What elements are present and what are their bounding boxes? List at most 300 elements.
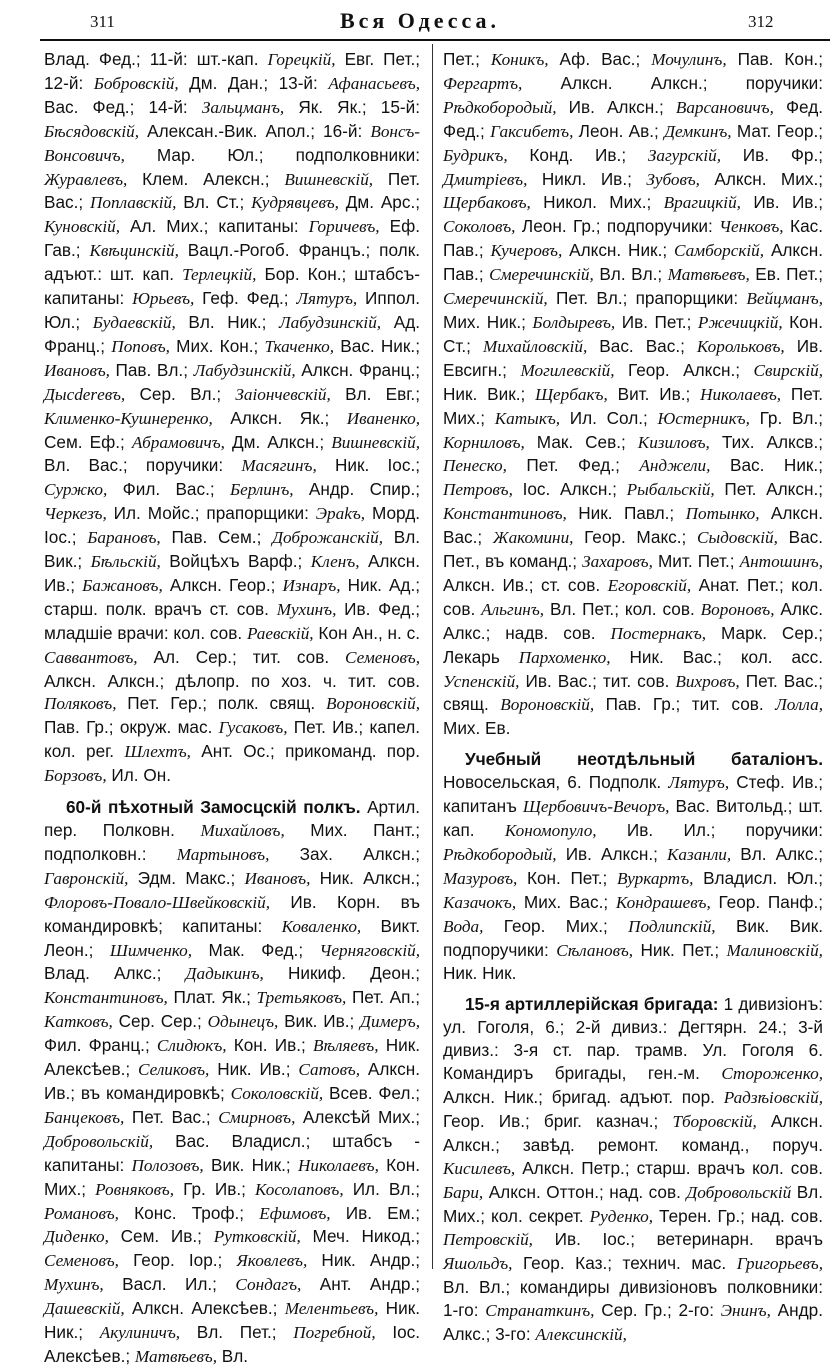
entry-text: Ал. Мих.; капитаны: (120, 216, 309, 237)
person-surname: Изнаръ, (282, 575, 341, 595)
person-surname: Бажановъ, (82, 575, 163, 595)
person-surname: Михайловъ, (200, 821, 285, 840)
person-surname: Яшольдъ, (443, 1254, 513, 1274)
entry-text: Терен. Гр.; над. сов. (653, 1205, 824, 1226)
entry-text: Іос. Алексѣев.; (44, 1322, 421, 1366)
entry-text: Сем. Еф.; (44, 431, 132, 452)
person-surname: Коникъ, (490, 50, 549, 69)
section-heading: 60-й пѣхотный Замосцскій полкъ. (66, 797, 361, 818)
entry-text: Вас. Витольд.; шт. кап. (443, 796, 823, 840)
person-surname: Егоровскій, (607, 575, 692, 595)
person-surname: Мухинъ, (276, 599, 337, 619)
entry-text: Ник. Вик.; (443, 383, 536, 404)
entry-text: Вл. Вл.; (593, 264, 668, 285)
person-surname: Самборскій, (673, 241, 765, 261)
person-surname: Дысderевъ, (44, 384, 126, 404)
person-surname: Альгинъ, (481, 599, 545, 619)
person-surname: Мочулинъ, (651, 50, 727, 69)
person-surname: Афанасьевъ, (328, 73, 420, 93)
person-surname: Катыкъ, (494, 408, 561, 428)
entry-text: Пав. Кон.; (726, 49, 823, 69)
entry-text: Ев. Пет.; (749, 264, 824, 285)
person-surname: Щербаковъ, (443, 193, 531, 213)
entry-text: Ив. Фед.; младшіе врачи: кол. сов. (44, 598, 421, 643)
entry-text: Сем. Ив.; (108, 1226, 214, 1247)
person-surname: Ивановъ, (244, 868, 311, 888)
entry-text: Мих. Вас.; (516, 891, 616, 912)
entry-text: Пет. Гер.; полк. свящ. (116, 693, 327, 714)
entry-text: Ник. Пет.; (633, 939, 727, 960)
person-surname: Саввантовъ, (44, 647, 138, 667)
entry-text: Ив. Іос.; ветеринарн. врачъ (532, 1229, 823, 1250)
entry-text: Ник. Ад.; старш. полк. врачъ ст. сов. (44, 574, 421, 619)
person-surname: Постернакъ, (610, 623, 707, 643)
entry-text: Зах. Алксн.; (269, 843, 420, 864)
person-surname: Вишневскій, (331, 432, 420, 452)
entry-paragraph (44, 796, 420, 1369)
entry-text: Новосельская, 6. Подполк. (443, 772, 669, 793)
entry-text: Эдм. Макс.; (128, 867, 245, 888)
entry-text: Геор. Макс.; (573, 527, 697, 548)
entry-text: Плат. Як.; (167, 987, 257, 1008)
person-surname: Банцековъ, (44, 1107, 125, 1127)
entry-text: Алксн. Ив.; ст. сов. (443, 574, 608, 595)
entry-text: Вик. Ник.; (203, 1154, 298, 1175)
entry-text: Кон. Ив.; (226, 1035, 313, 1056)
person-surname: Вода, (443, 916, 484, 936)
entry-text: Ив. Алксн.; (556, 96, 676, 117)
entry-text: Геор. Каз.; технич. мас. (512, 1253, 737, 1274)
entry-text: Сер. Гр.; 2-го: (594, 1300, 721, 1321)
entry-text: Вл. Евг.; (330, 383, 420, 404)
entry-text: Алксн. Алексѣев.; (124, 1298, 285, 1319)
entry-text: Алксн. Алксн.; дѣлопр. по хоз. ч. тит. сов. (44, 670, 420, 691)
entry-text: Фед. Фед.; (443, 96, 823, 141)
entry-text: Анат. Пет.; кол. сов. (443, 574, 823, 619)
entry-text: Ник. Павл.; (566, 503, 686, 524)
entry-text: Ив. Ил.; поручики: (596, 820, 823, 840)
person-surname: Суржко, (44, 480, 108, 500)
person-surname: Вороновскій, (326, 694, 420, 714)
entry-text: Пет. Вас.; (44, 168, 420, 213)
entry-text: Войцѣхъ Варф.; (160, 551, 311, 572)
person-surname: Матвѣевъ, (667, 265, 750, 285)
page-number-left: 311 (90, 12, 115, 31)
entry-text: Ив. Вас.; тит. сов. (519, 670, 676, 691)
person-surname: Казанли, (666, 844, 732, 864)
entry-text: Вл. Вик.; (44, 527, 420, 572)
entry-text: Никол. Мих.; (530, 192, 664, 213)
person-surname: Сондагъ, (235, 1275, 302, 1295)
person-surname: Зубовъ, (646, 169, 700, 189)
person-surname: Потынко, (685, 504, 760, 524)
person-surname: Константиновъ, (44, 988, 168, 1008)
person-surname: Поповъ, (111, 336, 170, 356)
person-surname: Акулиничъ, (99, 1323, 181, 1343)
person-surname: Радзѣіовскій, (723, 1087, 823, 1107)
person-surname: Ткаченко, (264, 336, 335, 356)
entry-text: Алкс. Алкс.; надв. сов. (443, 598, 823, 643)
person-surname: Могилевскій, (520, 360, 615, 380)
person-surname: Катковъ, (44, 1012, 113, 1032)
entry-text: Алксн. Оттон.; над. сов. (483, 1181, 687, 1202)
person-surname: Вихровъ, (675, 671, 740, 691)
person-surname: Гаксибетъ, (490, 121, 574, 141)
person-surname: Корниловъ, (443, 432, 525, 452)
entry-text: Алксн. Ив.; въ командировкѣ; (44, 1059, 420, 1103)
person-surname: Вишневскій, (284, 169, 374, 189)
person-surname: Лятуръ, (668, 773, 730, 793)
person-surname: Яковлевъ, (236, 1251, 308, 1271)
entry-text: Викт. Леон.; (44, 915, 421, 960)
person-surname: Бобровскій, (93, 73, 179, 93)
page-header (0, 0, 840, 44)
entry-text: Іос. Алксн.; (512, 479, 627, 500)
person-surname: Раевскій, (246, 623, 314, 643)
entry-text: Гр. Вл.; (749, 407, 823, 428)
entry-text: Геор. Панф.; (710, 891, 823, 912)
entry-text: Клем. Алексн.; (127, 168, 285, 189)
entry-text: Конс. Троф.; (118, 1202, 260, 1223)
entry-text: Артил. пер. Полковн. (44, 797, 421, 840)
entry-paragraph (443, 993, 823, 1347)
person-surname: Стороженко, (721, 1064, 823, 1084)
section-heading: 15-я артиллерійская бригада: (465, 994, 719, 1015)
entry-text: Андр. Спир.; (293, 479, 420, 500)
person-surname: Фергартъ, (443, 73, 523, 93)
person-surname: Кленъ, (310, 552, 360, 572)
section-heading: Учебный неотдѣльный баталіонъ. (465, 749, 823, 770)
entry-text: 1 дивизіонъ: ул. Гоголя, 6.; 2-й дивиз.: Дегтярн. 24.; 3-й дивиз.: 3-я ст. пар. трамв. Ул. Гоголя 6. Командиръ бригады, ген.-м. (443, 994, 823, 1084)
entry-text: Ив. Евсигн.; (443, 335, 823, 380)
entry-text: Вик. Ив.; (278, 1011, 361, 1032)
entry-text: Пет. Ап.; (346, 987, 420, 1008)
entry-text: Вл. Вл.; командиры дивизіоновъ полковники: 1-го: (443, 1277, 823, 1321)
entry-paragraph (443, 748, 823, 985)
entry-text: Алксн. Ив.; (44, 551, 421, 595)
entry-text: Пав. Гр.; окруж. мас. (44, 717, 219, 738)
person-surname: Борзовъ, (44, 766, 107, 786)
entry-text: Як. Як.; 15-й: (284, 96, 421, 117)
entry-text: Стеф. Ив.; капитанъ (443, 772, 824, 817)
person-surname: Николаевъ, (700, 384, 782, 404)
entry-text: Ил. Он. (106, 765, 171, 786)
entry-text: Вл. Мих.; кол. секрет. (443, 1181, 823, 1226)
person-surname: Вейцманъ, (746, 289, 823, 309)
person-surname: Мартыновъ, (176, 844, 270, 864)
entry-text: Влад. Алкс.; (44, 963, 186, 984)
person-surname: Гавронскій, (44, 868, 129, 888)
entry-text: Ал. Сер.; тит. сов. (137, 646, 346, 667)
person-surname: Кономопуло, (504, 821, 597, 840)
person-surname: Вуркартъ, (616, 868, 694, 888)
person-surname: Горичевъ, (308, 217, 380, 237)
person-surname: Зальцманъ, (201, 97, 285, 117)
person-surname: Куновскій, (44, 217, 120, 237)
person-surname: Шимченко, (109, 940, 193, 960)
person-surname: Сѣлановъ, (556, 940, 634, 960)
person-surname: Эраkъ, (315, 504, 366, 524)
person-surname: Пархоменко, (518, 647, 611, 667)
entry-text: Алксн. Геор.; (162, 574, 283, 595)
person-surname: Квѣцинскій, (89, 241, 179, 261)
person-surname: Соколовскій, (230, 1083, 324, 1103)
person-surname: Свирскій, (753, 360, 823, 380)
entry-text: Ил. Сол.; (560, 407, 658, 428)
person-surname: Добровольскій, (44, 1131, 154, 1151)
entry-text: Дм. Дан.; 13-й: (178, 72, 329, 93)
person-surname: Демкинъ, (664, 121, 732, 141)
person-surname: Константиновъ, (443, 504, 567, 524)
entry-text: Ник. Іос.; (316, 455, 420, 476)
person-surname: Черкезъ, (44, 504, 107, 524)
person-surname: Бѣльскій, (90, 552, 161, 572)
entry-text: Бор. Кон.; штабсъ-капитаны: (44, 264, 420, 309)
entry-text: Ант. Ос.; прикоманд. пор. (190, 741, 421, 762)
person-surname: Ивановъ, (44, 360, 110, 380)
entry-text: Вл. Пет.; (180, 1322, 294, 1343)
person-surname: Казачокъ, (443, 892, 517, 912)
person-surname: Дадыкинъ, (185, 964, 264, 984)
person-surname: Романовъ, (44, 1203, 119, 1223)
person-surname: Сатовъ, (298, 1060, 361, 1080)
person-surname: Диденко, (44, 1227, 109, 1247)
person-surname: Анджели, (639, 456, 711, 476)
person-surname: Поляковъ, (44, 694, 117, 714)
person-surname: Ченковъ, (719, 217, 784, 237)
person-surname: Вонсъ-Вонсовичъ, (44, 121, 420, 165)
entry-text: Евг. Пет.; 12-й: (44, 49, 420, 93)
person-surname: Смирновъ, (218, 1107, 296, 1127)
person-surname: Врагицкій, (663, 193, 741, 213)
person-surname: Смеречинскій, (443, 289, 548, 309)
entry-text: Вит. Ив.; (607, 383, 701, 404)
person-surname: Жакомини, (492, 528, 574, 548)
entry-text: Морд. Іос.; (44, 503, 420, 548)
entry-text: Тих. Алксв.; (709, 431, 823, 452)
entry-text: Ник. Ник.; (44, 1298, 420, 1343)
entry-text: Аф. Вас.; (548, 49, 652, 69)
entry-text: Вас. Владисл.; штабсъ - капитаны: (44, 1130, 420, 1175)
person-surname: Кондрашевъ, (615, 892, 711, 912)
person-surname: Горецкій, (267, 50, 336, 69)
entry-text: Ник. Вас.; кол. асс. (610, 646, 823, 667)
person-surname: Успенскій, (443, 671, 520, 691)
entry-text: Геор. Іор.; (118, 1250, 237, 1271)
entry-text: Геф. Фед.; (194, 288, 297, 309)
person-surname: Рутковскій, (213, 1227, 301, 1247)
person-surname: Черняговскій, (319, 940, 420, 960)
entry-text: Вас. Вас.; (587, 335, 697, 356)
entry-text: Геор. Ив.; бриг. казнач.; (443, 1110, 673, 1131)
entry-text: Всев. Фел.; (323, 1082, 420, 1103)
entry-text: Пет. Мих.; (443, 383, 823, 428)
person-surname: Руденко, (589, 1206, 654, 1226)
person-surname: Алексинскій, (535, 1325, 627, 1345)
entry-text: Ник. Алксн.; (310, 867, 420, 888)
entry-text: Сер. Вл.; (125, 383, 236, 404)
entry-text: Кон Ан., н. с. (313, 622, 420, 643)
entry-text: Пет.; (443, 49, 491, 69)
entry-text: Вацл.-Рогоб. Францъ.; полк. адъют.: шт. кап. (44, 240, 420, 285)
entry-text: Кон. Пет.; (517, 867, 617, 888)
entry-text: Фил. Франц.; (44, 1035, 157, 1056)
entry-text: Вл. (217, 1345, 249, 1366)
person-surname: Иваненко, (346, 408, 420, 428)
person-surname: Будрикъ, (443, 145, 508, 165)
person-surname: Юстерникъ, (657, 408, 750, 428)
person-surname: Смеречинскій, (489, 265, 594, 285)
person-surname: Загурскій, (647, 145, 722, 165)
person-surname: Вѣляевъ, (312, 1036, 379, 1056)
person-surname: Косолаповъ, (254, 1179, 344, 1199)
entry-text: Ил. Мойс.; прапорщики: (106, 503, 316, 524)
entry-text: Пав. Вл.; (109, 359, 194, 380)
person-surname: Странаткинъ, (485, 1301, 595, 1321)
person-surname: Берлинъ, (230, 480, 294, 500)
entry-text: Ив. Ив.; (740, 192, 823, 213)
person-surname: Абрамовичъ, (131, 432, 225, 452)
running-title: Вся Одесса. (339, 8, 501, 33)
entry-text: Вас. Фед.; 14-й: (44, 96, 202, 117)
person-surname: Добровольскій (686, 1182, 792, 1202)
entry-text: Мак. Фед.; (192, 939, 320, 960)
entry-text: Марк. Сер.; Лекарь (443, 622, 823, 667)
header-rule (40, 39, 830, 41)
entry-text: Вл. Алкс.; (731, 843, 823, 864)
entry-text: Пет. Вл.; прапорщики: (547, 288, 747, 309)
person-surname: Димеръ, (360, 1012, 420, 1032)
person-surname: Третьяковъ, (256, 988, 347, 1008)
person-surname: Журавлевъ, (44, 169, 128, 189)
person-surname: Щербовичъ-Вечоръ, (522, 797, 670, 817)
entry-text: Кон. Ст.; (443, 311, 823, 356)
person-surname: Сыдовскій, (696, 528, 778, 548)
left-column (44, 48, 420, 1369)
entry-text: Меч. Никод.; (300, 1226, 420, 1247)
person-surname: Петровскій, (443, 1230, 533, 1250)
person-surname: Кизиловъ, (637, 432, 710, 452)
person-surname: Вороновъ, (700, 599, 775, 619)
entry-text: Гр. Ив.; (174, 1178, 255, 1199)
person-surname: Пенеско, (443, 456, 507, 476)
entry-text: Ив. Алксн.; (556, 843, 667, 864)
entry-text: Алксн. Ник.; бригад. адъют. пор. (443, 1086, 724, 1107)
entry-paragraph (44, 48, 420, 788)
person-surname: Тборовскій, (672, 1111, 757, 1131)
entry-text: Алксн. Вас.; (443, 503, 823, 548)
entry-text: Леон. Ав.; (573, 120, 665, 141)
person-surname: Корольковъ, (696, 336, 785, 356)
person-surname: Николаевъ, (297, 1155, 379, 1175)
entry-text: Пав. Сем.; (160, 527, 273, 548)
entry-text: Алксн. Алксн.; завѣд. ремонт. команд., поруч. (443, 1110, 824, 1155)
person-surname: Полозовъ, (131, 1155, 204, 1175)
entry-text: Ник. Андр.; (307, 1250, 420, 1271)
entry-text: Васл. Ил.; (103, 1274, 236, 1295)
person-surname: Одынецъ, (207, 1012, 279, 1032)
entry-text: Вл. Вас.; поручики: (44, 455, 242, 476)
person-surname: Масягинъ, (241, 456, 317, 476)
person-surname: Подлипскій, (628, 916, 716, 936)
person-surname: Доброжанскій, (272, 528, 383, 548)
person-surname: Погребной, (293, 1323, 376, 1343)
entry-text: Алексѣй Мих.; (295, 1106, 421, 1127)
entry-text: Алксн. Франц.; (295, 359, 420, 380)
entry-text: Никиф. Деон.; (263, 963, 420, 984)
entry-text: Пет. Ив.; капел. кол. рег. (44, 717, 420, 762)
person-surname: Семеновъ, (345, 647, 420, 667)
person-surname: Лолла, (775, 695, 823, 715)
entry-text: Ант. Андр.; (301, 1274, 420, 1295)
person-surname: Захаровъ, (582, 552, 653, 572)
entry-text: Ник. Ник. (443, 963, 517, 984)
right-column (443, 48, 823, 1347)
entry-text: Пав. Гр.; тит. сов. (594, 694, 776, 715)
person-surname: Кудрявцевъ, (251, 193, 339, 213)
person-surname: Дашевскій, (44, 1299, 125, 1319)
column-divider (432, 44, 433, 1269)
person-surname: Мухинъ, (44, 1275, 104, 1295)
entry-text: Ник. Алексѣев.; (44, 1035, 421, 1080)
entry-text: Мит. Пет.; (652, 551, 740, 572)
person-surname: Поплавскій, (89, 193, 177, 213)
entry-text: Мих. Ник.; (443, 311, 533, 332)
person-surname: Клименко-Кушнеренко, (44, 408, 213, 428)
entry-text: Никл. Ив.; (527, 168, 647, 189)
entry-text: Пет. Алксн.; (714, 479, 823, 500)
person-surname: Шлехтъ, (124, 742, 191, 762)
person-surname: Флоровъ-Повало-Швейковскій, (44, 892, 271, 912)
person-surname: Мазуровъ, (443, 868, 518, 888)
person-surname: Михайловскій, (482, 336, 588, 356)
person-surname: Дмитріевъ, (443, 169, 528, 189)
person-surname: Щербакъ, (535, 384, 608, 404)
person-surname: Юрьевъ, (132, 289, 195, 309)
entry-text: Ил. Вл.; (343, 1178, 420, 1199)
entry-text: Алексан.-Вик. Апол.; 16-й: (139, 120, 371, 141)
person-surname: Григорьевъ, (736, 1254, 823, 1274)
person-surname: Вороновскій, (500, 695, 595, 715)
page-number-right: 312 (748, 12, 774, 31)
entry-text: Алксн. Мих.; (699, 168, 823, 189)
entry-text: Алксн. Ник.; (562, 240, 674, 261)
entry-text: Пет. Фед.; (506, 455, 640, 476)
entry-text: Вл. Ст.; (176, 192, 252, 213)
person-surname: Матвѣевъ, (134, 1346, 217, 1366)
person-surname: Рѣдкобородый, (443, 97, 557, 117)
entry-text: Ив. Корн. въ командировкѣ; капитаны: (44, 891, 420, 936)
entry-text: Кас. Пав.; (443, 216, 823, 261)
entry-text: Алксн. Як.; (212, 407, 347, 428)
entry-text: Геор. Алксн.; (614, 359, 754, 380)
person-surname: Энинъ, (720, 1301, 771, 1321)
person-surname: Рѣдкобородый, (443, 844, 557, 864)
entry-text: Мих. Ев. (443, 718, 511, 739)
person-surname: Слидюкъ, (156, 1036, 227, 1056)
entry-text: Вик. Вик. подпоручики: (443, 915, 823, 960)
person-surname: Лятуръ, (296, 289, 358, 309)
entry-text: Алксн. Алксн.; поручики: (522, 72, 823, 93)
person-surname: Коваленко, (281, 916, 362, 936)
entry-text: Ив. Пет.; (615, 311, 698, 332)
entry-text: Владисл. Юл.; (693, 867, 823, 888)
entry-text: Алксн. Петр.; старш. врачъ кол. сов. (515, 1157, 823, 1178)
entry-text: Андр. Алкс.; 3-го: (443, 1300, 823, 1345)
person-surname: Ровняковъ, (95, 1179, 175, 1199)
entry-text: Мак. Сев.; (524, 431, 638, 452)
person-surname: Ефимовъ, (259, 1203, 331, 1223)
